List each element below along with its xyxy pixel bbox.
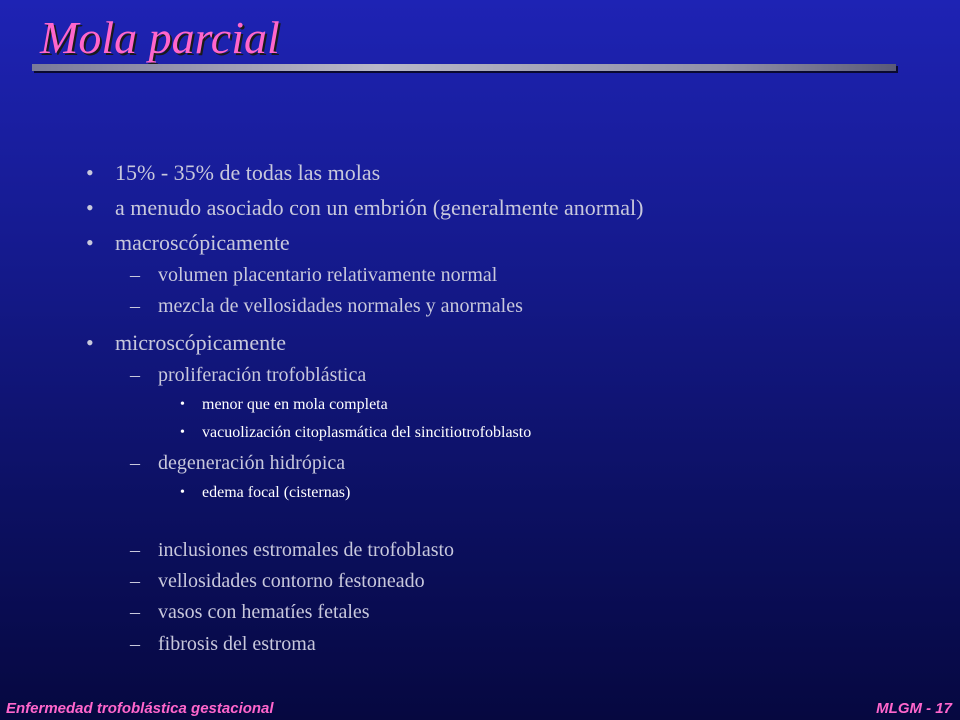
- sub-bullet-text: mezcla de vellosidades normales y anormales: [158, 295, 523, 317]
- dash-marker: –: [130, 364, 140, 386]
- bullet-marker: •: [86, 330, 94, 355]
- dash-marker: –: [130, 633, 140, 655]
- sub-sub-bullet-text: edema focal (cisternas): [202, 484, 351, 501]
- sub-bullet-text: fibrosis del estroma: [158, 633, 316, 655]
- bullet-marker: •: [86, 230, 94, 255]
- dash-marker: –: [130, 601, 140, 623]
- sub-sub-bullet-text: vacuolización citoplasmática del sincitiotrofoblasto: [202, 424, 532, 441]
- dash-marker: –: [130, 539, 140, 561]
- bullet-marker: •: [180, 485, 185, 500]
- sub-sub-bullet-text: menor que en mola completa: [202, 396, 388, 413]
- sub-bullet-text: volumen placentario relativamente normal: [158, 264, 498, 286]
- sub-bullet-text: degeneración hidrópica: [158, 452, 346, 474]
- bullet-text: 15% - 35% de todas las molas: [115, 160, 381, 185]
- sub-bullet-text: proliferación trofoblástica: [158, 364, 367, 386]
- sub-bullet-text: vellosidades contorno festoneado: [158, 570, 425, 592]
- bullet-marker: •: [86, 160, 94, 185]
- bullet-text: a menudo asociado con un embrión (generalmente anormal): [115, 195, 644, 220]
- bullet-marker: •: [180, 397, 185, 412]
- sub-bullet-text: inclusiones estromales de trofoblasto: [158, 539, 455, 561]
- footer-slide-number: MLGM - 17: [876, 700, 952, 717]
- bullet-text: macroscópicamente: [115, 230, 290, 255]
- bullet-text: microscópicamente: [115, 330, 287, 355]
- slide-title: Mola parcial: [40, 12, 280, 63]
- dash-marker: –: [130, 452, 140, 474]
- sub-bullet-text: vasos con hematíes fetales: [158, 601, 370, 623]
- title-underline-divider: [32, 64, 896, 71]
- dash-marker: –: [130, 570, 140, 592]
- bullet-marker: •: [180, 425, 185, 440]
- dash-marker: –: [130, 264, 140, 286]
- bullet-marker: •: [86, 195, 94, 220]
- footer-course-title: Enfermedad trofoblástica gestacional: [6, 700, 274, 717]
- dash-marker: –: [130, 295, 140, 317]
